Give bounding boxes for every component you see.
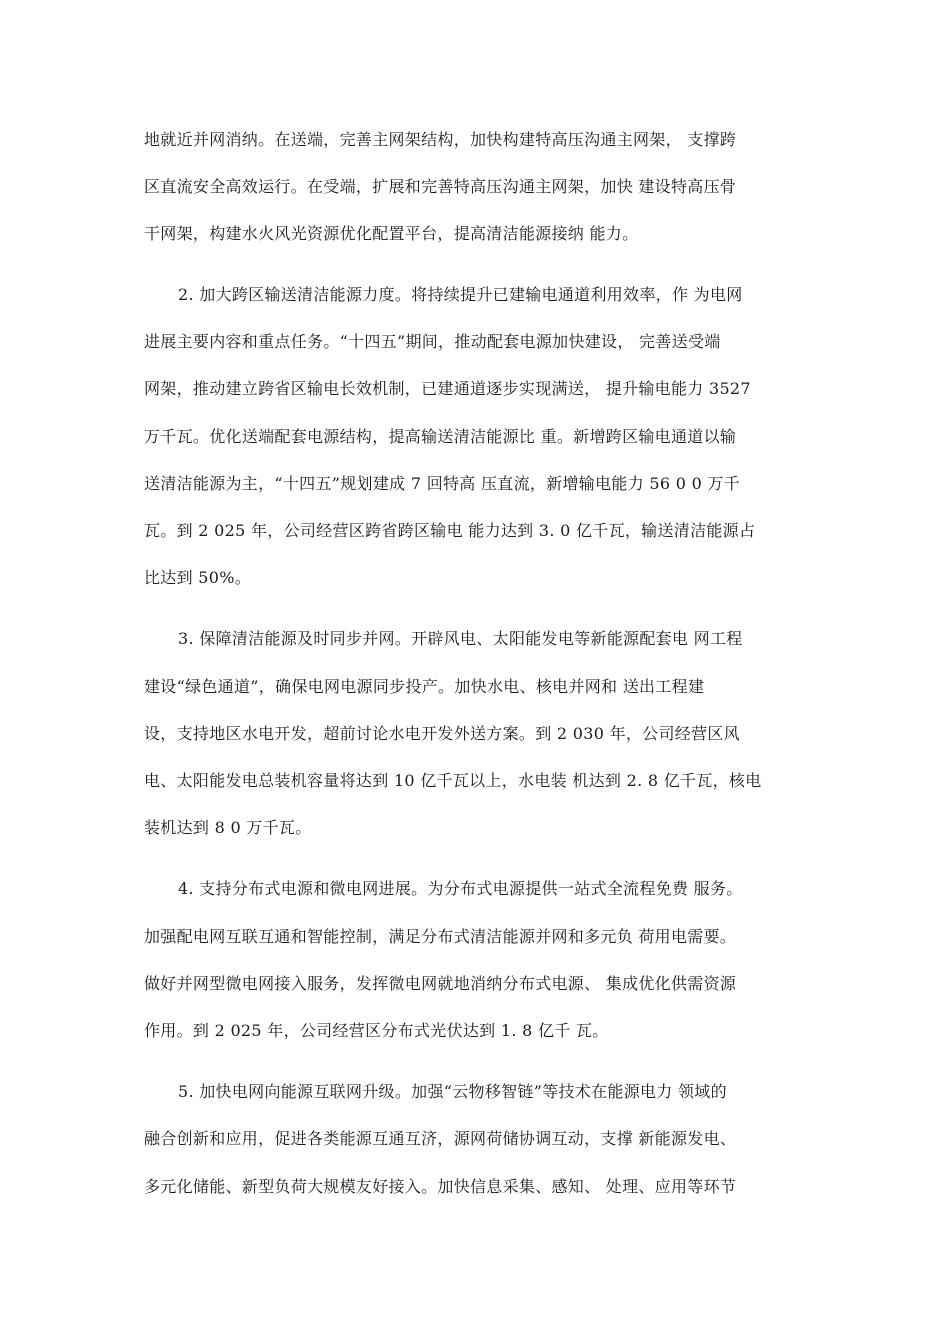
paragraph-line: 区直流安全高效运行。在受端，扩展和完善特高压沟通主网架，加快 建设特高压骨 [144, 177, 737, 196]
paragraph-line: 5. 加快电网向能源互联网升级。加强“云物移智链”等技术在能源电力 领域的 [178, 1082, 727, 1101]
paragraph-line: 装机达到 8 0 万千瓦。 [144, 818, 312, 837]
paragraph-line: 地就近并网消纳。在送端，完善主网架结构，加快构建特高压沟通主网架， 支撑跨 [144, 130, 737, 149]
paragraph-line: 设，支持地区水电开发，超前讨论水电开发外送方案。到 2 030 年，公司经营区风 [144, 724, 740, 743]
paragraph-line: 3. 保障清洁能源及时同步并网。开辟风电、太阳能发电等新能源配套电 网工程 [178, 629, 743, 648]
paragraph-line: 进展主要内容和重点任务。“十四五”期间，推动配套电源加快建设， 完善送受端 [144, 332, 721, 351]
paragraph-line: 融合创新和应用，促进各类能源互通互济，源网荷储协调互动，支撑 新能源发电、 [144, 1129, 737, 1148]
paragraph-line: 电、太阳能发电总装机容量将达到 10 亿千瓦以上，水电装 机达到 2. 8 亿千瓦，核电 [144, 771, 762, 790]
paragraph-line: 作用。到 2 025 年，公司经营区分布式光伏达到 1. 8 亿千 瓦。 [144, 1021, 609, 1040]
paragraph-line: 加强配电网互联互通和智能控制，满足分布式清洁能源并网和多元负 荷用电需要。 [144, 927, 737, 946]
paragraph-line: 比达到 50%。 [144, 568, 252, 587]
paragraph-line: 干网架，构建水火风光资源优化配置平台，提高清洁能源接纳 能力。 [144, 224, 639, 243]
paragraph-line: 网架，推动建立跨省区输电长效机制，已建通道逐步实现满送， 提升输电能力 3527 [144, 379, 751, 398]
paragraph-line: 送清洁能源为主，“十四五”规划建成 7 回特高 压直流，新增输电能力 56 0 0 万千 [144, 474, 741, 493]
paragraph-line: 多元化储能、新型负荷大规模友好接入。加快信息采集、感知、 处理、应用等环节 [144, 1177, 737, 1196]
paragraph-line: 瓦。到 2 025 年，公司经营区跨省跨区输电 能力达到 3. 0 亿千瓦，输送清洁能源占 [144, 521, 756, 540]
paragraph-line: 建设“绿色通道”，确保电网电源同步投产。加快水电、核电并网和 送出工程建 [144, 677, 705, 696]
paragraph-line: 2. 加大跨区输送清洁能源力度。将持续提升已建输电通道利用效率，作 为电网 [178, 285, 743, 304]
paragraph-line: 万千瓦。优化送端配套电源结构，提高输送清洁能源比 重。新增跨区输电通道以输 [144, 427, 737, 446]
paragraph-line: 4. 支持分布式电源和微电网进展。为分布式电源提供一站式全流程免费 服务。 [178, 879, 743, 898]
paragraph-line: 做好并网型微电网接入服务，发挥微电网就地消纳分布式电源、 集成优化供需资源 [144, 974, 737, 993]
